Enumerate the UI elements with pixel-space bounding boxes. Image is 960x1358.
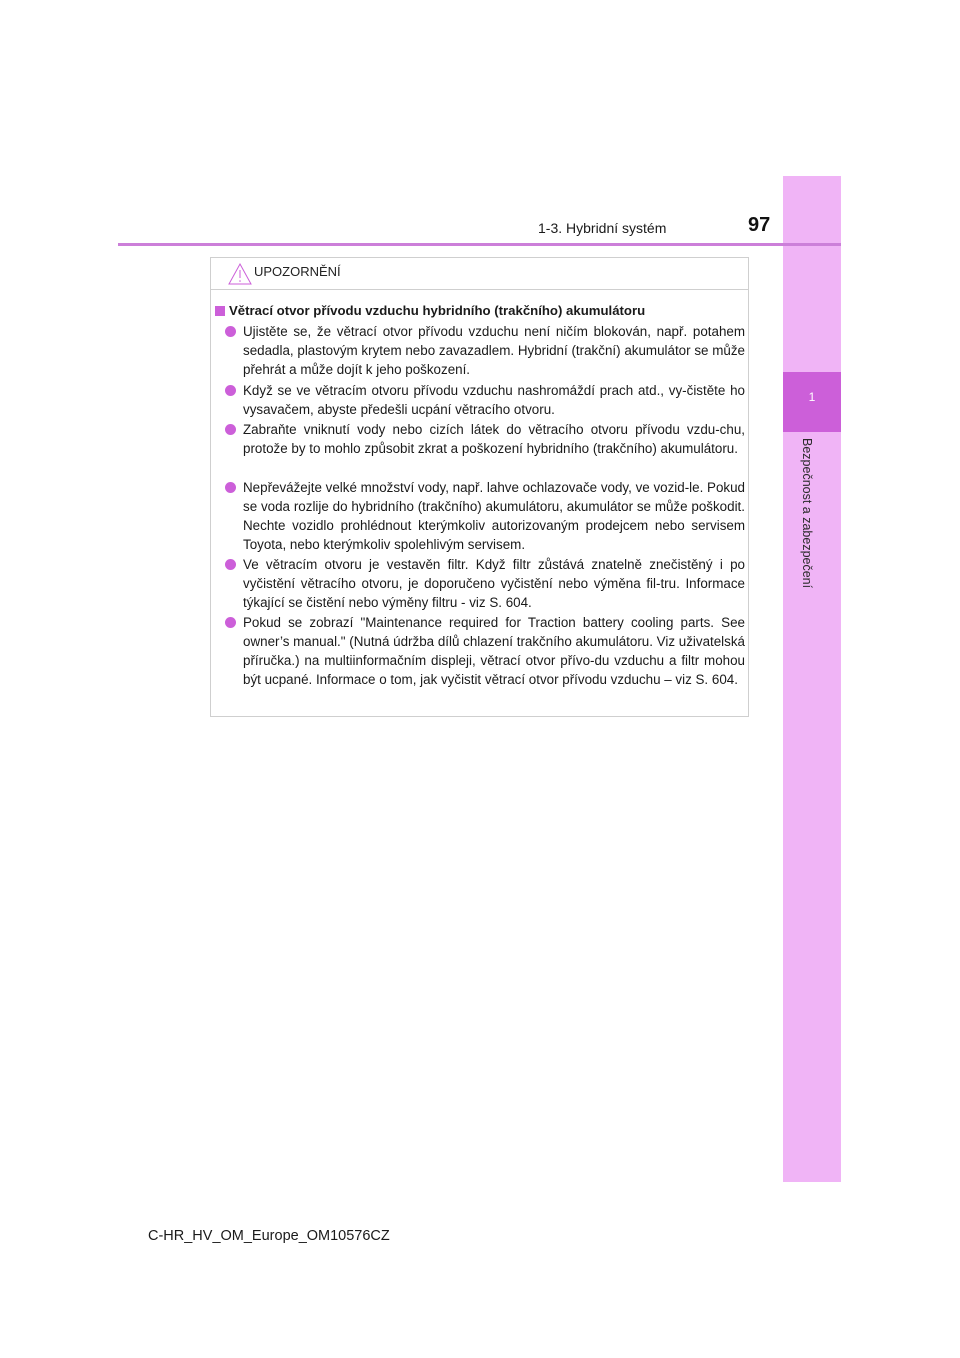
list-item: [225, 613, 745, 689]
list-item: [225, 478, 745, 554]
document-code: C-HR_HV_OM_Europe_OM10576CZ: [148, 1228, 390, 1244]
list-item-text: Pokud se zobrazí "Maintenance required for Traction battery cooling parts. See owner’s manual." (Nutná údržba dílů chlazení trakčního akumulátoru. Viz uživatelská příručka.) na multiinformačním displeji, větrací otvor přívo-du vzduchu a filtr mohou být ucpané. Informace o tom, jak vyčistit větrací otvor přívodu vzduchu – viz S. 604.: [243, 615, 745, 687]
list-item: [225, 381, 745, 419]
list-item-text: Zabraňte vniknutí vody nebo cizích látek do větracího otvoru přívodu vzdu-chu, protože by to mohlo způsobit zkrat a poškození hybridního (trakčního) akumulátoru.: [243, 422, 745, 456]
chapter-side-strip: [783, 176, 841, 1182]
chapter-title: Bezpečnost a zabezpečení: [800, 438, 814, 589]
warning-label: UPOZORNĚNÍ: [254, 264, 341, 279]
header-rule: [118, 243, 841, 246]
page-number: 97: [748, 214, 771, 236]
bullet-icon: [225, 559, 236, 570]
warning-subheading: [215, 302, 745, 320]
warning-box: [210, 257, 749, 717]
list-item-text: Nepřevážejte velké množství vody, např. lahve ochlazovače vody, ve vozid-le. Pokud se voda rozlije do hybridního (trakčního) akumulátoru, akumulátor se může poškodit. Nechte vozidlo prohlédnout kterýmkoliv autorizovaným prodejcem nebo servisem Toyota, nebo kterýmkoliv spolehlivým servisem.: [243, 480, 745, 552]
bullet-icon: [225, 385, 236, 396]
bullet-icon: [225, 424, 236, 435]
section-title: 1-3. Hybridní systém: [538, 220, 667, 236]
chapter-number: 1: [808, 390, 816, 404]
bullet-icon: [225, 617, 236, 628]
square-bullet-icon: [215, 306, 225, 316]
bullet-icon: [225, 482, 236, 493]
list-item-text: Ve větracím otvoru je vestavěn filtr. Když filtr zůstává znatelně znečistěný i po vyčistění větracího otvoru, je doporučeno vyčistění nebo výměna fil-tru. Informace týkající se čistění nebo výměny filtru - viz S. 604.: [243, 557, 745, 610]
list-item: [225, 555, 745, 612]
list-item-text: Když se ve větracím otvoru přívodu vzduchu nashromáždí prach atd., vy-čistěte ho vysavačem, abyste předešli ucpání větracího otvoru.: [243, 383, 745, 417]
list-item-text: Ujistěte se, že větrací otvor přívodu vzduchu není ničím blokován, např. potahem sedadla, plastovým krytem nebo zavazadlem. Hybridní (trakční) akumulátor se může přehrát a může dojít k jeho poškození.: [243, 324, 745, 377]
list-item: [225, 420, 745, 458]
bullet-icon: [225, 326, 236, 337]
warning-subheading-text: Větrací otvor přívodu vzduchu hybridního (trakčního) akumulátoru: [229, 303, 646, 318]
warning-triangle-icon: [227, 262, 253, 286]
warning-header: [211, 258, 748, 290]
list-item: [225, 322, 745, 379]
